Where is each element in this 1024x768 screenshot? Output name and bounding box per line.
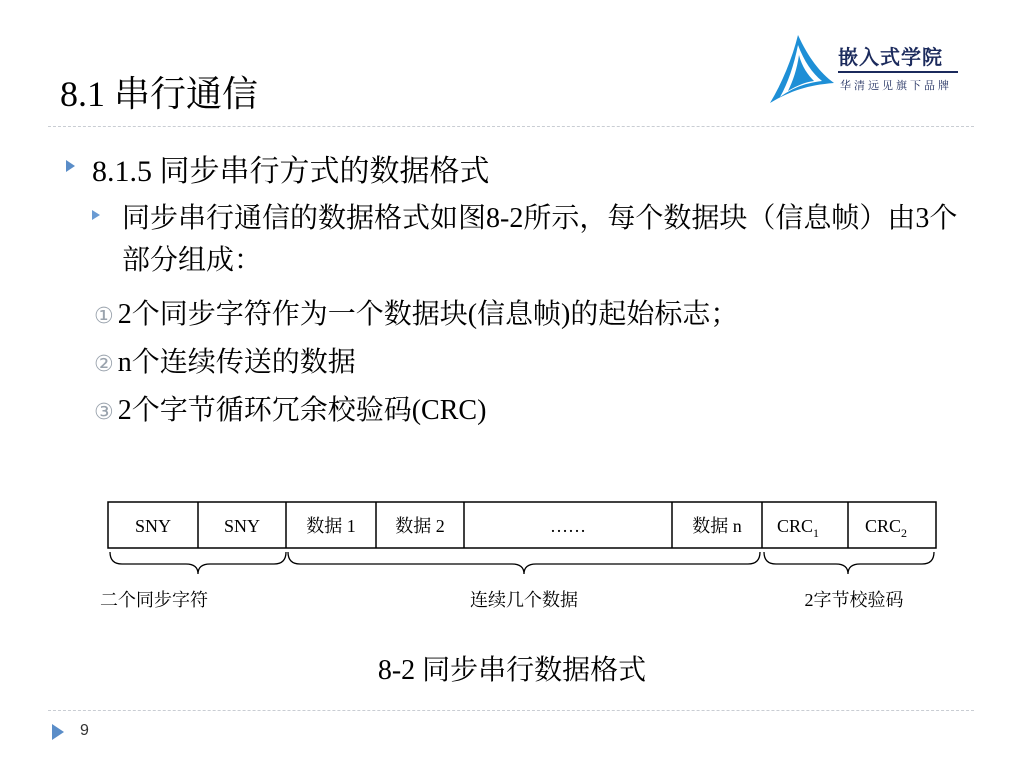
list-marker: ③ — [94, 400, 114, 425]
section-heading: 8.1.5 同步串行方式的数据格式 — [92, 155, 490, 188]
list-item-text: 2个同步字符作为一个数据块(信息帧)的起始标志； — [117, 299, 739, 330]
list-item — [94, 340, 356, 380]
page-number: 9 — [80, 722, 89, 739]
logo-divider — [838, 71, 958, 73]
list-marker: ① — [94, 304, 114, 329]
list-item — [94, 388, 486, 428]
sub-bullet-triangle-icon — [92, 210, 100, 220]
logo — [768, 33, 968, 105]
cell-data-2: 数据 2 — [395, 516, 445, 536]
figure-caption: 8-2 同步串行数据格式 — [377, 655, 647, 686]
logo-tagline: 华清远见旗下品牌 — [840, 79, 952, 92]
brace-crc — [764, 552, 934, 574]
cell-crc-2: $CRC_2$ — [864, 516, 908, 540]
list-item-text: 2个字节循环冗余校验码(CRC) — [117, 395, 487, 426]
frame-format-diagram — [100, 496, 940, 620]
section-description: 同步串行通信的数据格式如图8-2所示，每个数据块（信息帧）由3个部分组成： — [122, 203, 958, 276]
list-marker: ② — [94, 352, 114, 377]
slide-title: 8.1 串行通信 — [60, 74, 259, 114]
cell-ellipsis: …… — [550, 516, 586, 536]
label-crc-group: 2字节校验码 — [804, 590, 904, 610]
cell-crc-1: $CRC_1$ — [776, 516, 820, 540]
header-divider — [48, 126, 974, 127]
cell-data-1: 数据 1 — [306, 516, 356, 536]
list-item — [94, 292, 738, 332]
brace-sync — [110, 552, 286, 574]
list-item-text: n个连续传送的数据 — [117, 347, 356, 378]
cell-data-n: 数据 n — [692, 516, 742, 536]
sail-logo-icon — [768, 33, 838, 105]
bullet-triangle-icon — [66, 160, 75, 172]
cell-sync-1: SNY — [134, 516, 172, 536]
footer-triangle-icon — [52, 724, 64, 740]
footer-divider — [48, 710, 974, 711]
label-sync-group: 二个同步字符 — [100, 590, 208, 610]
brace-data — [288, 552, 760, 574]
cell-sync-2: SNY — [223, 516, 261, 536]
label-data-group: 连续几个数据 — [470, 590, 578, 610]
logo-name: 嵌入式学院 — [838, 45, 943, 69]
